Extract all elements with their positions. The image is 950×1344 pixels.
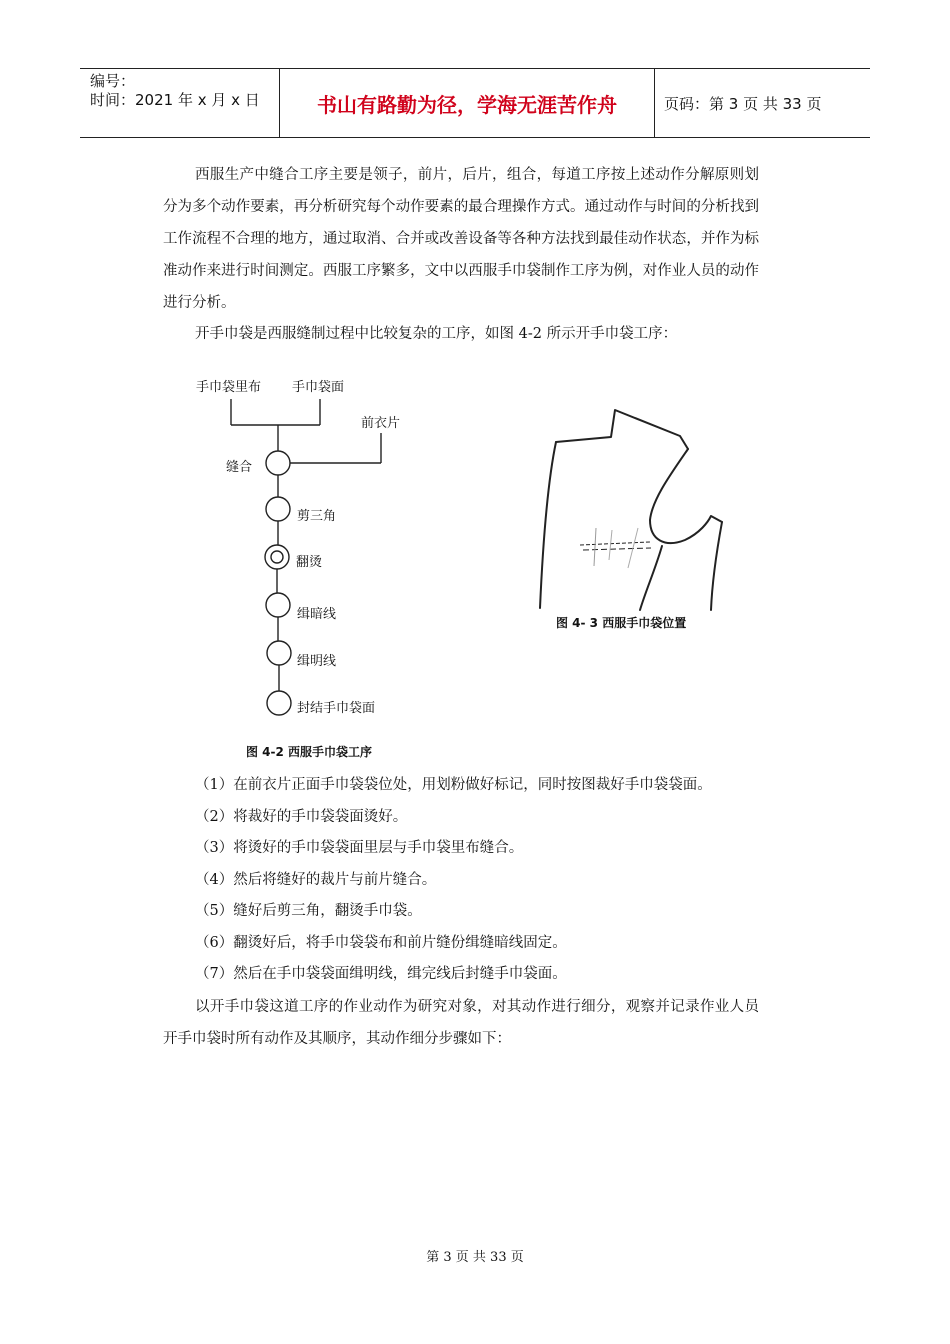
steps-list: [195, 770, 775, 991]
header-page-info: 页码：第 3 页 共 33 页: [664, 94, 822, 113]
label-op-seal: 封结手巾袋面: [297, 701, 376, 716]
label-op-cut: 剪三角: [297, 509, 337, 524]
paragraph-intro: 西服生产中缝合工序主要是领子，前片，后片，组合，每道工序按上述动作分解原则划分为多个动作要素，再分析研究每个动作要素的最合理操作方式。通过动作与时间的分析找到工作流程不合理的地方，通过取消、合并或改善设备等各种方法找到最佳动作状态，并作为标准动作来进行时间测定。西服工序繁多，文中以西服手巾袋制作工序为例，对作业人员的动作进行分析。: [163, 167, 759, 311]
list-item: （2）将裁好的手巾袋袋面烫好。: [195, 808, 408, 825]
header-number: 编号：: [90, 72, 136, 90]
header-date: 时间：2021 年 x 月 x 日: [90, 91, 260, 109]
label-op-press: 翻烫: [296, 555, 323, 570]
label-lining: 手巾袋里布: [196, 380, 262, 395]
paragraph-figure-ref: 开手巾袋是西服缝制过程中比较复杂的工序，如图 4-2 所示开手巾袋工序：: [195, 326, 678, 342]
label-op-top-stitch: 缉明线: [297, 654, 337, 669]
caption-figure-4-3: 图 4- 3 西服手巾袋位置: [556, 616, 687, 630]
list-item: （1）在前衣片正面手巾袋袋位处，用划粉做好标记，同时按图裁好手巾袋袋面。: [195, 777, 712, 793]
list-item: （4）然后将缝好的裁片与前片缝合。: [195, 871, 437, 888]
caption-figure-4-2: 图 4-2 西服手巾袋工序: [246, 745, 373, 759]
label-face: 手巾袋面: [292, 380, 345, 395]
list-item: （3）将烫好的手巾袋袋面里层与手巾袋里布缝合。: [195, 840, 524, 856]
list-item: （6）翻烫好后，将手巾袋袋布和前片缝份缉缝暗线固定。: [195, 934, 567, 951]
page-footer: 第 3 页 共 33 页: [426, 1250, 524, 1265]
paragraph-analysis: 以开手巾袋这道工序的作业动作为研究对象，对其动作进行细分，观察并记录作业人员开手巾袋时所有动作及其顺序，其动作细分步骤如下：: [163, 999, 759, 1047]
header-motto: 书山有路勤为径，学海无涯苦作舟: [280, 69, 655, 137]
label-front-piece: 前衣片: [361, 416, 401, 431]
list-item: （5）缝好后剪三角，翻烫手巾袋。: [195, 903, 422, 919]
label-op-hidden-stitch: 缉暗线: [297, 607, 337, 622]
label-op-sew: 缝合: [226, 460, 253, 475]
list-item: （7）然后在手巾袋袋面缉明线，缉完线后封缝手巾袋面。: [195, 966, 567, 982]
